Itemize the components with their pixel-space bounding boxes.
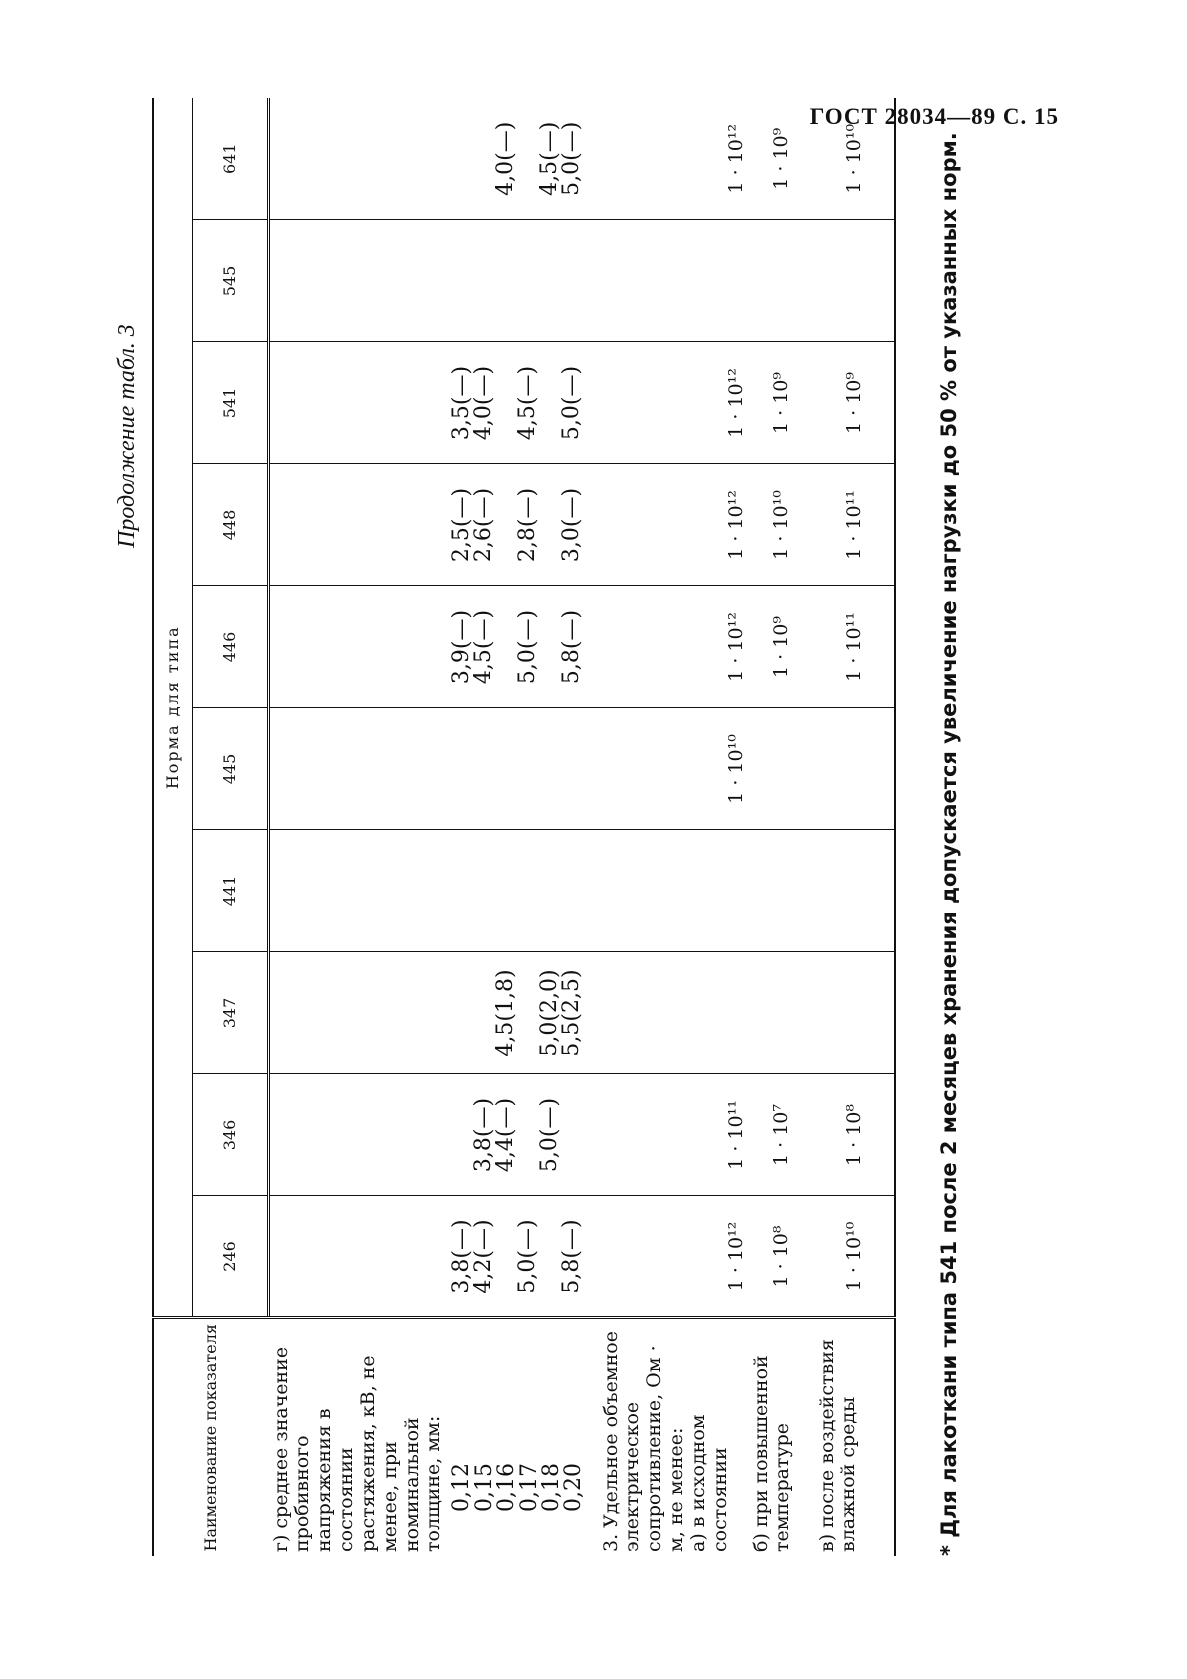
table-cell: 3,9(—) 4,5(—) 5,0(—) 5,8(—)	[269, 586, 599, 708]
col-header: 545	[193, 220, 269, 342]
col-header: 641	[193, 98, 269, 220]
col-header: 441	[193, 830, 269, 952]
table-cell: 1 · 10¹¹	[599, 1074, 749, 1196]
table-cell: 2,5(—) 2,6(—) 2,8(—) 3,0(—)	[269, 464, 599, 586]
table-cell: 4,5(1,8) 5,0(2,0) 5,5(2,5)	[269, 952, 599, 1074]
table-cell: 1 · 10¹²	[599, 342, 749, 464]
thickness-list: 0,12 0,15 0,16 0,17 0,18 0,20	[449, 1463, 587, 1512]
table-cell	[749, 830, 815, 952]
table-cell: 1 · 10⁸	[815, 1074, 895, 1196]
section-3-title: 3. Удельное объемное электрическое сопротивление, Ом · м, не менее:	[599, 1331, 688, 1552]
row-label-resistance-humid: в) после воздействия влажной среды	[815, 1318, 895, 1556]
breakdown-text: г) среднее значение пробивного напряжения в состоянии растяжения, кВ, не менее, при номинальной толщине, мм:	[269, 1346, 445, 1552]
table-cell	[269, 220, 599, 342]
table-cell	[749, 220, 815, 342]
table-cell	[815, 830, 895, 952]
table-cell: 1 · 10¹⁰	[815, 1196, 895, 1318]
table-cell: 1 · 10¹²	[599, 98, 749, 220]
table-cell	[815, 220, 895, 342]
table-cell: 1 · 10¹¹	[815, 464, 895, 586]
table-cell: 1 · 10¹²	[724, 1221, 747, 1292]
table-cell	[269, 708, 599, 830]
table-cell: 3,8(—) 4,4(—) 5,0(—)	[269, 1074, 599, 1196]
norm-header: Норма для типа	[153, 98, 193, 1318]
row-label-breakdown	[269, 1318, 599, 1556]
table-cell: 4,0(—) 4,5(—) 5,0(—)	[269, 98, 599, 220]
table-cell: 1 · 10¹⁰	[815, 98, 895, 220]
table-cell	[599, 220, 749, 342]
row-label-resistance-temp: б) при повышенной температуре	[749, 1318, 815, 1556]
rotated-content	[108, 88, 1108, 1568]
table-cell: 1 · 10⁹	[749, 98, 815, 220]
col-header: 448	[193, 464, 269, 586]
table-cell: 1 · 10¹²	[599, 586, 749, 708]
col-header: 346	[193, 1074, 269, 1196]
col-header: 445	[193, 708, 269, 830]
table-cell	[815, 708, 895, 830]
table-cell: 3,8(—) 4,2(—) 5,0(—) 5,8(—)	[448, 1219, 584, 1294]
col-header: 246	[193, 1196, 269, 1318]
label-column-header: Наименование показателя	[153, 1318, 269, 1556]
continuation-caption: Продолжение табл. 3	[114, 324, 140, 548]
table-cell: 1 · 10⁹	[749, 342, 815, 464]
table-cell: 3,5(—) 4,0(—) 4,5(—) 5,0(—)	[269, 342, 599, 464]
table-cell: 1 · 10⁹	[749, 586, 815, 708]
table-cell: 1 · 10¹⁰	[749, 464, 815, 586]
col-header: 347	[193, 952, 269, 1074]
table-cell	[599, 952, 749, 1074]
col-header: 446	[193, 586, 269, 708]
table-cell: 1 · 10¹²	[599, 464, 749, 586]
col-header: 541	[193, 342, 269, 464]
page-header: ГОСТ 28034—89 С. 15	[809, 104, 1059, 129]
table-cell	[749, 708, 815, 830]
table-cell: 1 · 10⁸	[770, 1225, 793, 1288]
table-cell	[599, 830, 749, 952]
subrow-label: а) в исходном состоянии	[686, 1414, 731, 1552]
footnote: * Для лакоткани типа 541 после 2 месяцев хранения допускается увеличение нагрузки до 50 % от указанных норм.	[937, 132, 961, 1556]
table-cell	[815, 952, 895, 1074]
norms-table	[152, 98, 896, 1556]
row-label-resistance-initial	[599, 1318, 749, 1556]
table-cell: 1 · 10¹¹	[815, 586, 895, 708]
table-cell: 1 · 10¹⁰	[599, 708, 749, 830]
table-cell: 1 · 10⁷	[749, 1074, 815, 1196]
table-cell: 1 · 10⁹	[815, 342, 895, 464]
table-cell	[269, 830, 599, 952]
table-cell	[749, 952, 815, 1074]
